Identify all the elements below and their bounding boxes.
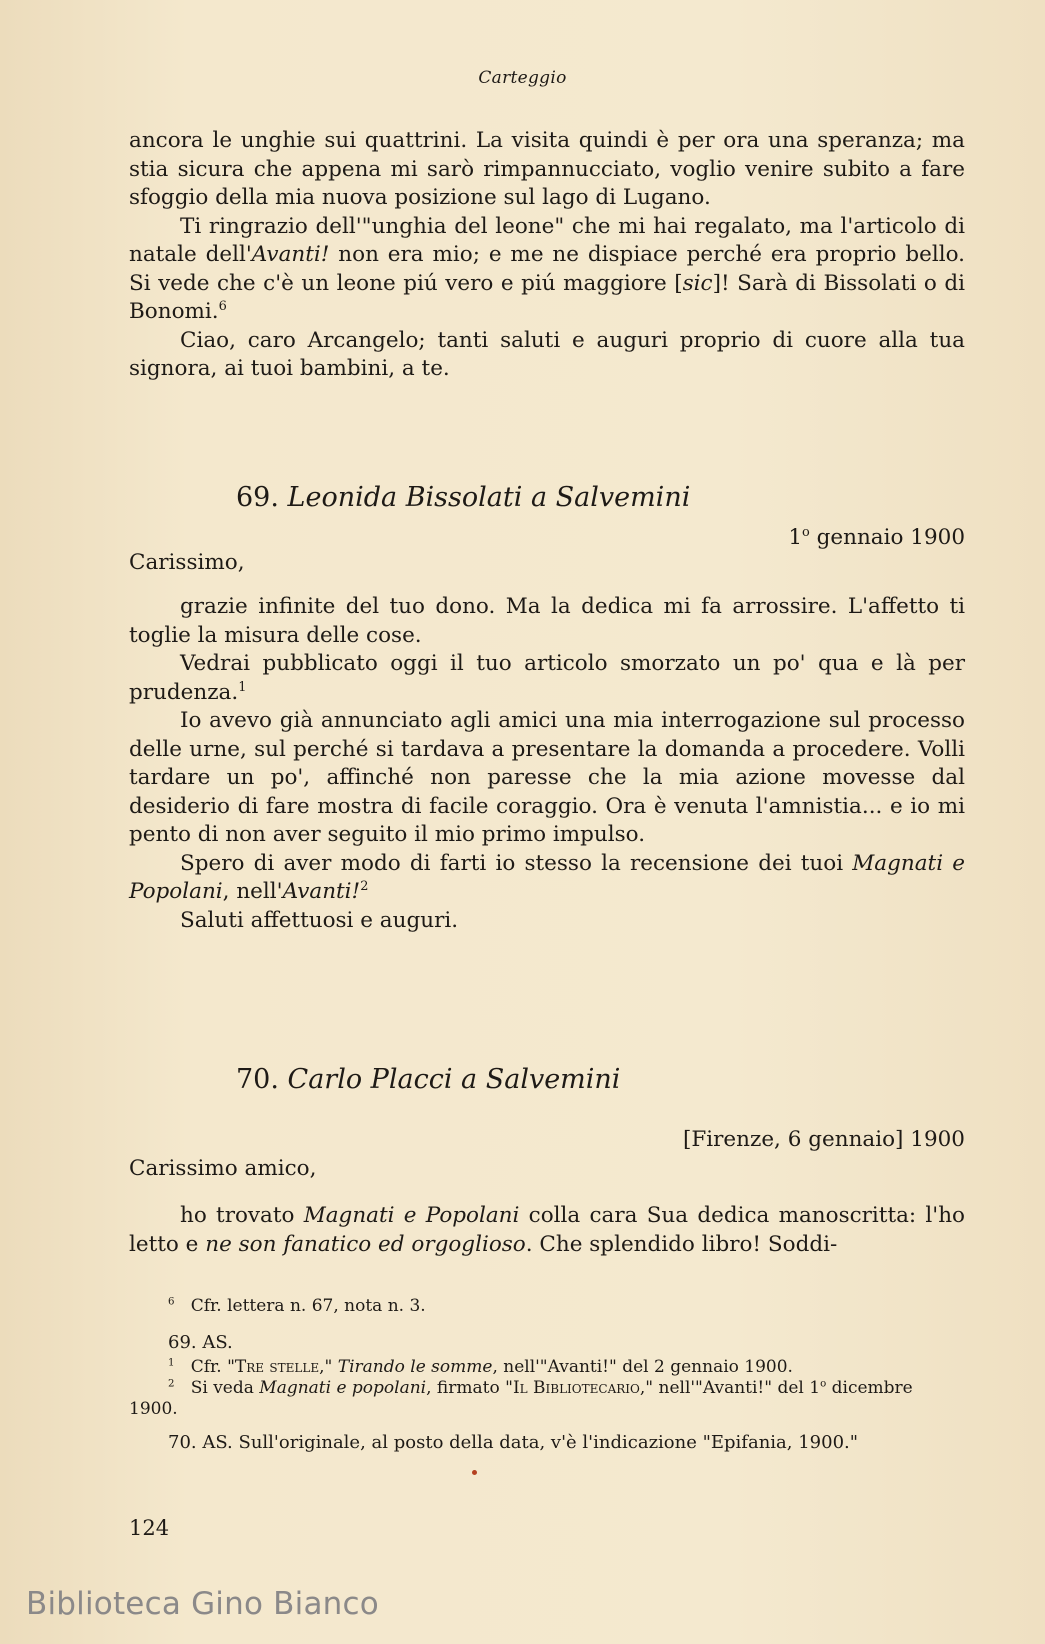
footnote-letter-head: 69. AS. xyxy=(168,1332,233,1353)
paragraph: ho trovato Magnati e Popolani colla cara Sua dedica manoscritta: l'ho letto e ne son fanatico ed orgoglioso. Che splendido libro! Soddi- xyxy=(129,1203,965,1257)
footnote-ref: 2 xyxy=(360,878,369,894)
paragraph: Ti ringrazio dell'"unghia del leone" che mi hai regalato, ma l'articolo di natale dell'Avanti! non era mio; e me ne dispiace perché era proprio bello. Si vede che c'è un leone piú vero e piú maggiore [sic]! Sarà di Bissolati o di Bonomi.$^6$ xyxy=(129,213,965,324)
letter-body xyxy=(129,1202,965,1259)
paragraph: Vedrai pubblicato oggi il tuo articolo smorzato un po' qua e là per prudenza.$^1$ xyxy=(129,651,965,705)
letter-heading: 69. Leonida Bissolati a Salvemini xyxy=(236,482,691,513)
page-number: 124 xyxy=(129,1516,170,1540)
letter-heading: 70. Carlo Placci a Salvemini xyxy=(236,1064,621,1095)
paragraph: grazie infinite del tuo dono. Ma la dedica mi fa arrossire. L'affetto ti toglie la misura delle cose. xyxy=(129,594,965,648)
footnote-letter-head: 70. AS. Sull'originale, al posto della data, v'è l'indicazione "Epifania, 1900." xyxy=(168,1432,859,1453)
letter-date: [Firenze, 6 gennaio] 1900 xyxy=(682,1127,965,1152)
paragraph: Spero di aver modo di farti io stesso la recensione dei tuoi Magnati e Popolani, nell'Avanti!$^2$ xyxy=(129,850,965,904)
footnote-ref: 6 xyxy=(218,298,227,314)
footnote: $^1$ Cfr. "Tre stelle," Tirando le somme, nell'"Avanti!" del 2 gennaio 1900. xyxy=(168,1357,793,1377)
footnote: $^2$ Si veda Magnati e popolani, firmato "Il Bibliotecario," nell'"Avanti!" del 1$^o$ dicembre xyxy=(168,1378,913,1398)
paragraph: ancora le unghie sui quattrini. La visita quindi è per ora una speranza; ma stia sicura che appena mi sarò rimpannucciato, voglio venire subito a fare sfoggio della mia nuova posizione sul lago di Lugano. xyxy=(129,128,965,210)
paragraph: Io avevo già annunciato agli amici una mia interrogazione sul processo delle urne, sul perché si tardava a presentare la domanda a procedere. Volli tardare un po', affinché non paresse che la mia azione movesse dal desiderio di fare mostra di facile coraggio. Ora è venuta l'amnistia... e io mi pento di non aver seguito il mio primo impulso. xyxy=(129,708,965,847)
footnote: $^6$ Cfr. lettera n. 67, nota n. 3. xyxy=(168,1296,426,1316)
salutation: Carissimo, xyxy=(129,550,245,575)
footnote-ref: 1 xyxy=(238,679,247,695)
running-header: Carteggio xyxy=(478,68,567,88)
salutation: Carissimo amico, xyxy=(129,1156,317,1181)
printing-speck xyxy=(472,1470,477,1475)
letter-body xyxy=(129,593,965,935)
letter-date: 1$^o$ gennaio 1900 xyxy=(788,524,965,550)
paragraph: Saluti affettuosi e auguri. xyxy=(180,907,459,933)
paragraph: Ciao, caro Arcangelo; tanti saluti e auguri proprio di cuore alla tua signora, ai tuoi bambini, a te. xyxy=(129,327,965,381)
footnote-continuation: 1900. xyxy=(129,1399,178,1419)
continuation-text xyxy=(129,127,965,384)
footnotes xyxy=(129,1296,965,1453)
library-watermark: Biblioteca Gino Bianco xyxy=(26,1586,379,1622)
